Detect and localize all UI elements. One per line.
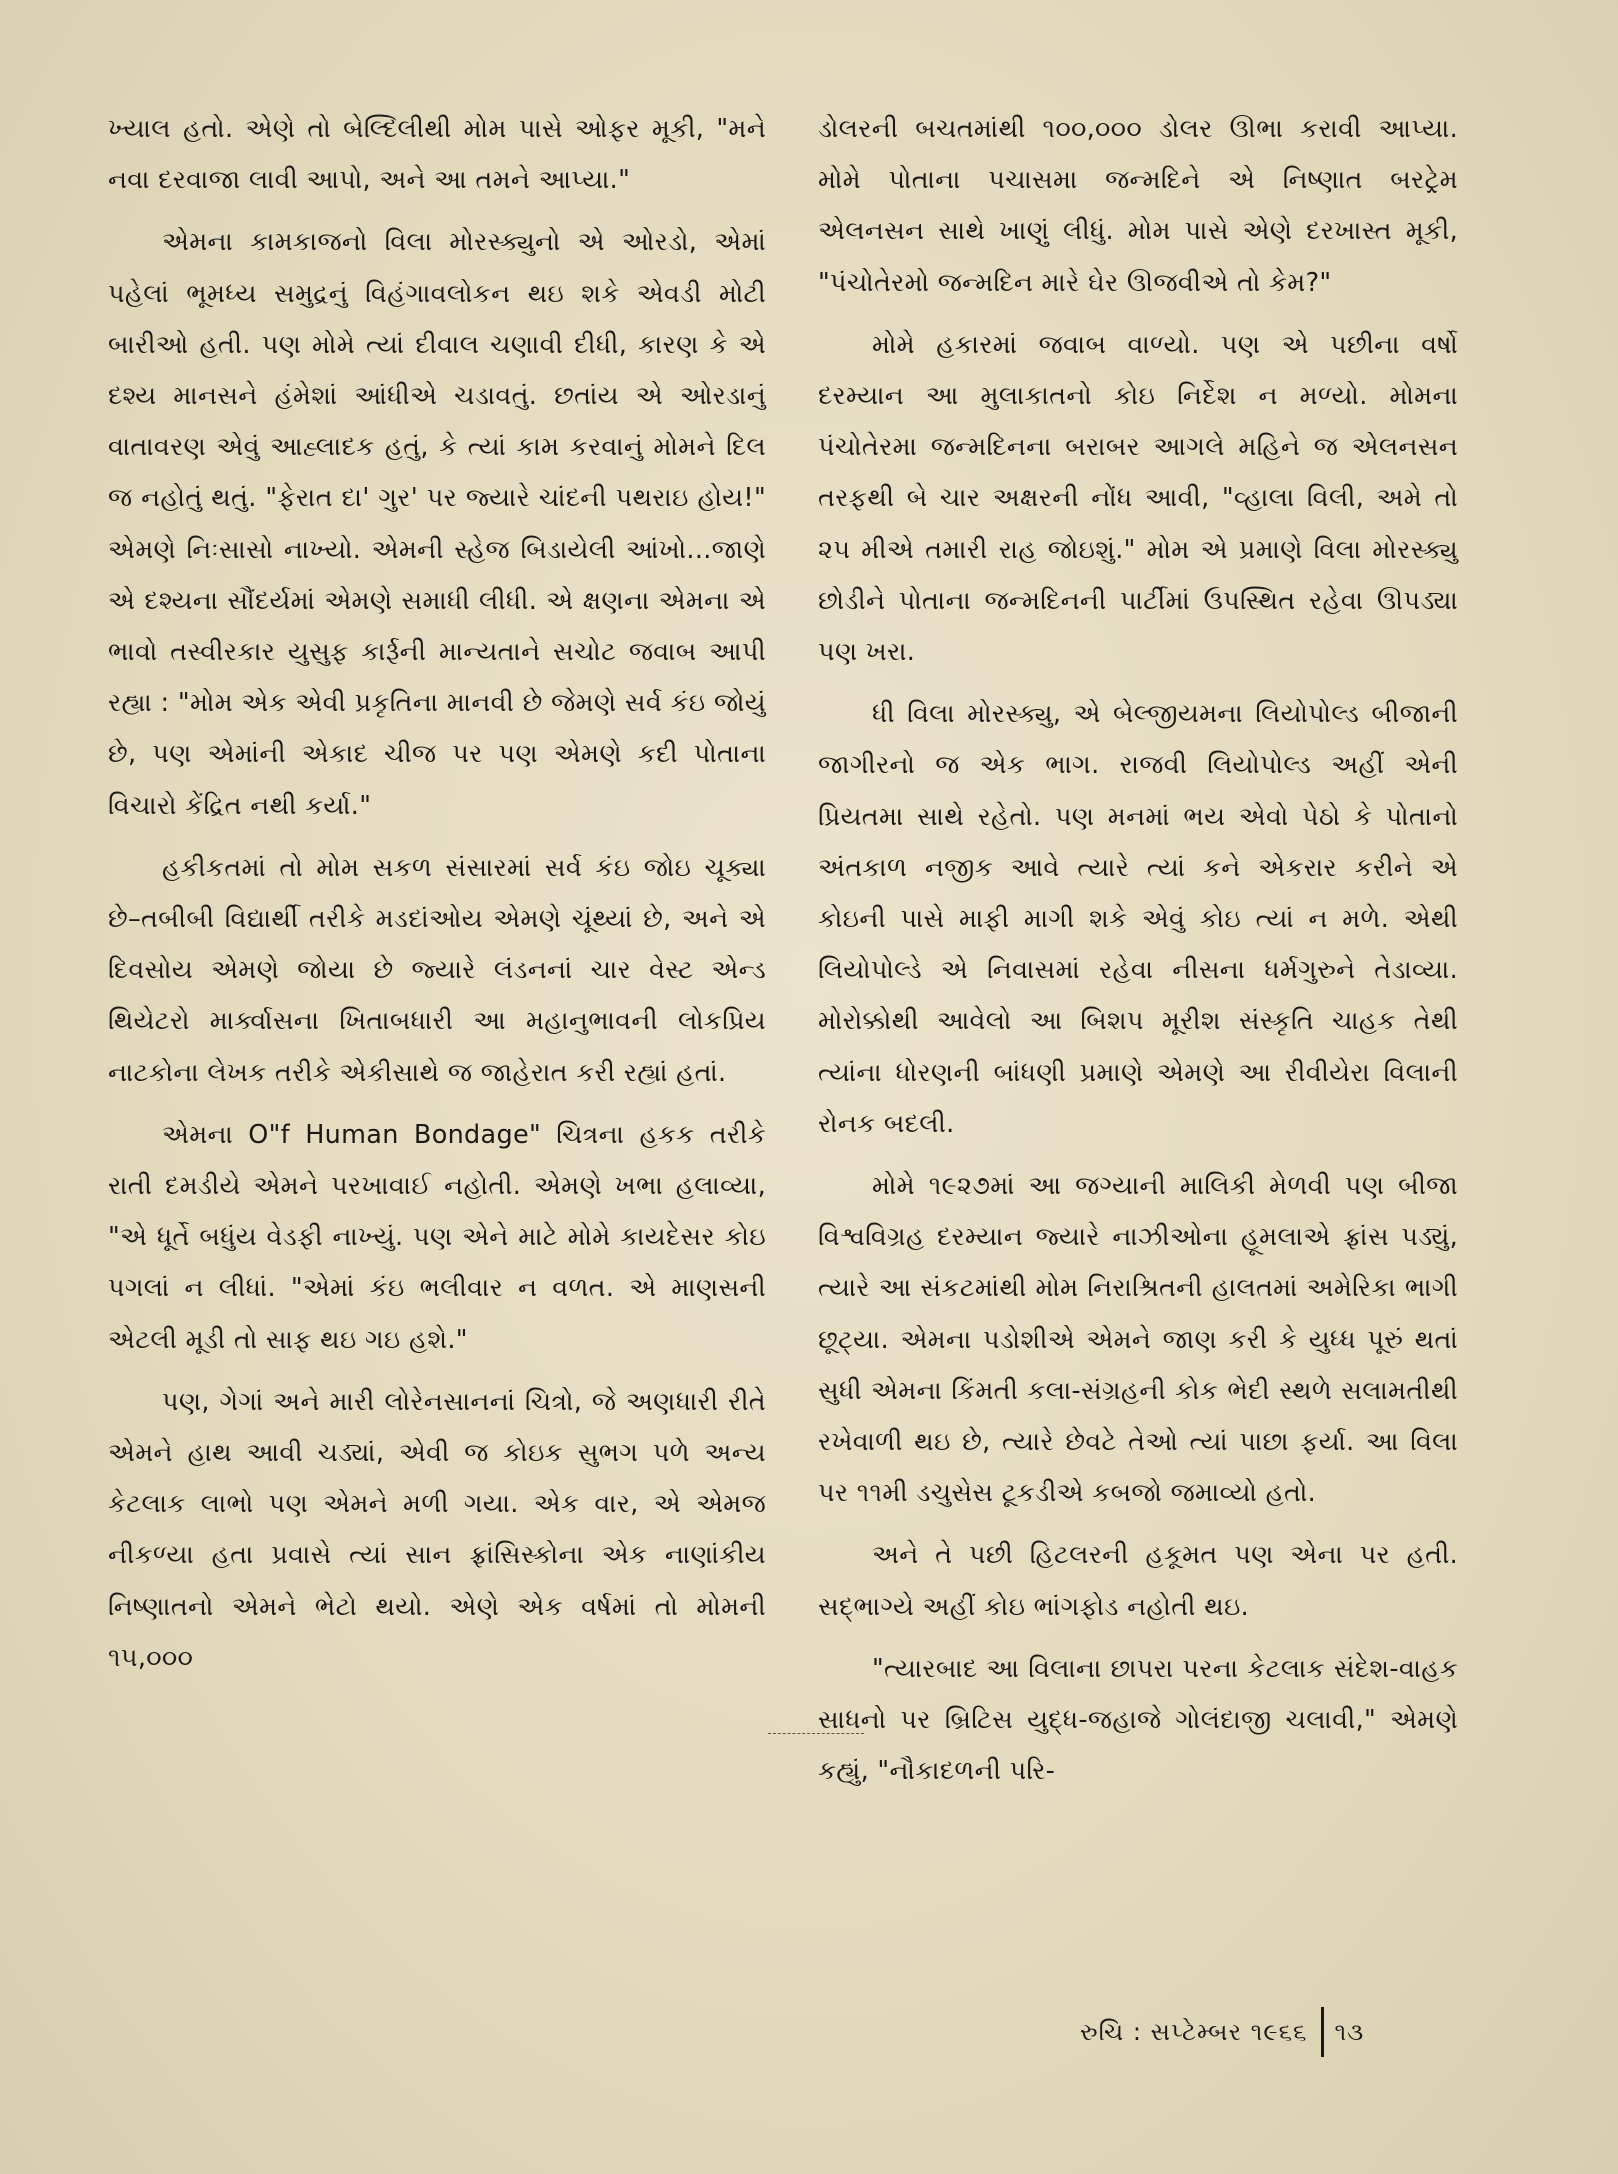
scan-mark-divider	[768, 1733, 864, 1734]
paragraph: ધી વિલા મોરસ્ક્યુ, એ બેલ્જીયમના લિયોપોલ્ડ બીજાની જાગીરનો જ એક ભાગ. રાજવી લિયોપોલ્ડ અહીં એની પ્રિયતમા સાથે રહેતો. પણ મનમાં ભય એવો પેઠો કે પોતાનો અંતકાળ નજીક આવે ત્યારે ત્યાં કને એકરાર કરીને એ કોઇની પાસે માફી માગી શકે એવું કોઇ ત્યાં ન મળે. એથી લિયોપોલ્ડે એ નિવાસમાં રહેવા નીસના ધર્મગુરુને તેડાવ્યા. મોરોક્કોથી આવેલો આ બિશપ મૂરીશ સંસ્કૃતિ ચાહક તેથી ત્યાંના ધોરણની બાંધણી પ્રમાણે એમણે આ રીવીયેરા વિલાની રોનક બદલી.	[818, 699, 1458, 1139]
left-text-column	[108, 104, 766, 1684]
page-number: ૧૩	[1334, 2018, 1365, 2046]
paragraph: એમના કામકાજનો વિલા મોરસ્ક્યુનો એ ઓરડો, એમાં પહેલાં ભૂમધ્ય સમુદ્રનું વિહંગાવલોકન થઇ શકે એવડી મોટી બારીઓ હતી. પણ મોમે ત્યાં દીવાલ ચણાવી દીધી, કારણ કે એ દશ્ય માનસને હંમેશાં આંધીએ ચડાવતું. છતાંય એ ઓરડાનું વાતાવરણ એવું આહ્લાદક હતું, કે ત્યાં કામ કરવાનું મોમને દિલ જ નહોતું થતું. "ફેરાત દા' ગુર' પર જ્યારે ચાંદની પથરાઇ હોય!" એમણે નિઃસાસો નાખ્યો. એમની સ્હેજ બિડાયેલી આંખો...જાણે એ દશ્યના સૌંદર્યમાં એમણે સમાધી લીધી. એ ક્ષણના એમના એ ભાવો તસ્વીરકાર યુસુફ કાર્રૂની માન્યતાને સચોટ જવાબ આપી રહ્યા : "મોમ એક એવી પ્રકૃતિના માનવી છે જેમણે સર્વ કંઇ જોયું છે, પણ એમાંની એકાદ ચીજ પર પણ એમણે કદી પોતાના વિચારો કેંદ્રિત નથી કર્યા."	[108, 227, 766, 821]
right-text-column	[818, 104, 1458, 1798]
paragraph: એમના O"f Human Bondage" ચિત્રના હકક તરીકે રાતી દમડીયે એમને પરખાવાઈ નહોતી. એમણે ખભા હલાવ્યા, "એ ધૂર્તે બધુંય વેડફી નાખ્યું. પણ એને માટે મોમે કાયદેસર કોઇ પગલાં ન લીધાં. "એમાં કંઇ ભલીવાર ન વળત. એ માણસની એટલી મૂડી તો સાફ થઇ ગઇ હશે."	[108, 1119, 766, 1355]
paragraph: મોમે હકારમાં જવાબ વાળ્યો. પણ એ પછીના વર્ષો દરમ્યાન આ મુલાકાતનો કોઇ નિર્દેશ ન મળ્યો. મોમના પંચોતેરમા જન્મદિનના બરાબર આગલે મહિને જ એલનસન તરફથી બે ચાર અક્ષરની નોંધ આવી, "વ્હાલા વિલી, અમે તો ૨૫ મીએ તમારી રાહ જોઇશું." મોમ એ પ્રમાણે વિલા મોરસ્ક્યુ છોડીને પોતાના જન્મદિનની પાર્ટીમાં ઉપસ્થિત રહેવા ઊપડ્યા પણ ખરા.	[818, 329, 1458, 668]
page-footer	[1080, 2004, 1364, 2060]
footer-divider	[1321, 2007, 1324, 2057]
paragraph: હકીકતમાં તો મોમ સકળ સંસારમાં સર્વ કંઇ જોઇ ચૂક્યા છે–તબીબી વિદ્યાર્થી તરીકે મડદાંઓય એમણે ચૂંથ્યાં છે, અને એ દિવસોય એમણે જોયા છે જ્યારે લંડનનાં ચાર વેસ્ટ એન્ડ થિયેટરો માર્ક્વાસના ખિતાબધારી આ મહાનુભાવની લોકપ્રિય નાટકોના લેખક તરીકે એકીસાથે જ જાહેરાત કરી રહ્યાં હતાં.	[108, 852, 766, 1088]
publication-date: રુચિ : સપ્ટેમ્બર ૧૯૬૬	[1080, 2018, 1308, 2046]
paragraph: પણ, ગેગાં અને મારી લોરેનસાનનાં ચિત્રો, જે અણધારી રીતે એમને હાથ આવી ચડ્યાં, એવી જ કોઇક સુભગ પળે અન્ય કેટલાક લાભો પણ એમને મળી ગયા. એક વાર, એ એમજ નીકળ્યા હતા પ્રવાસે ત્યાં સાન ફ્રાંસિસ્કોના એક નાણાંકીય નિષ્ણાતનો એમને ભેટો થયો. એણે એક વર્ષમાં તો મોમની ૧૫,૦૦૦	[108, 1386, 766, 1673]
paragraph: અને તે પછી હિટલરની હકૂમત પણ એના પર હતી. સદ્ભાગ્યે અહીં કોઇ ભાંગફોડ નહોતી થઇ.	[818, 1540, 1458, 1622]
paragraph: ડોલરની બચતમાંથી ૧૦૦,૦૦૦ ડોલર ઊભા કરાવી આપ્યા. મોમે પોતાના પચાસમા જન્મદિને એ નિષ્ણાત બરટ્રેમ એલનસન સાથે ખાણું લીધું. મોમ પાસે એણે દરખાસ્ત મૂકી, "પંચોતેરમો જન્મદિન મારે ઘેર ઊજવીએ તો કેમ?"	[818, 114, 1458, 298]
paragraph: "ત્યારબાદ આ વિલાના છાપરા પરના કેટલાક સંદેશ-વાહક સાધનો પર બ્રિટિસ યુદ્ધ-જહાજે ગોલંદાજી ચલાવી," એમણે કહ્યું, "નૌકાદળની પરિ-	[818, 1653, 1458, 1787]
paragraph: મોમે ૧૯૨૭માં આ જગ્યાની માલિકી મેળવી પણ બીજા વિશ્વવિગ્રહ દરમ્યાન જ્યારે નાઝીઓના હૂમલાએ ફ્રાંસ પડ્યું, ત્યારે આ સંકટમાંથી મોમ નિરાશ્રિતની હાલતમાં અમેરિકા ભાગી છૂટ્યા. એમના પડોશીએ એમને જાણ કરી કે યુધ્ધ પૂરું થતાં સુધી એમના કિંમતી કલા-સંગ્રહની કોક ભેદી સ્થળે સલામતીથી રખેવાળી થઇ છે, ત્યારે છેવટે તેઓ ત્યાં પાછા ફર્યા. આ વિલા પર ૧૧મી ડચુસેસ ટૂકડીએ કબજો જમાવ્યો હતો.	[818, 1171, 1458, 1509]
paragraph: ખ્યાલ હતો. એણે તો બેલ્દિલીથી મોમ પાસે ઓફર મૂકી, "મને નવા દરવાજા લાવી આપો, અને આ તમને આપ્યા."	[108, 114, 766, 196]
